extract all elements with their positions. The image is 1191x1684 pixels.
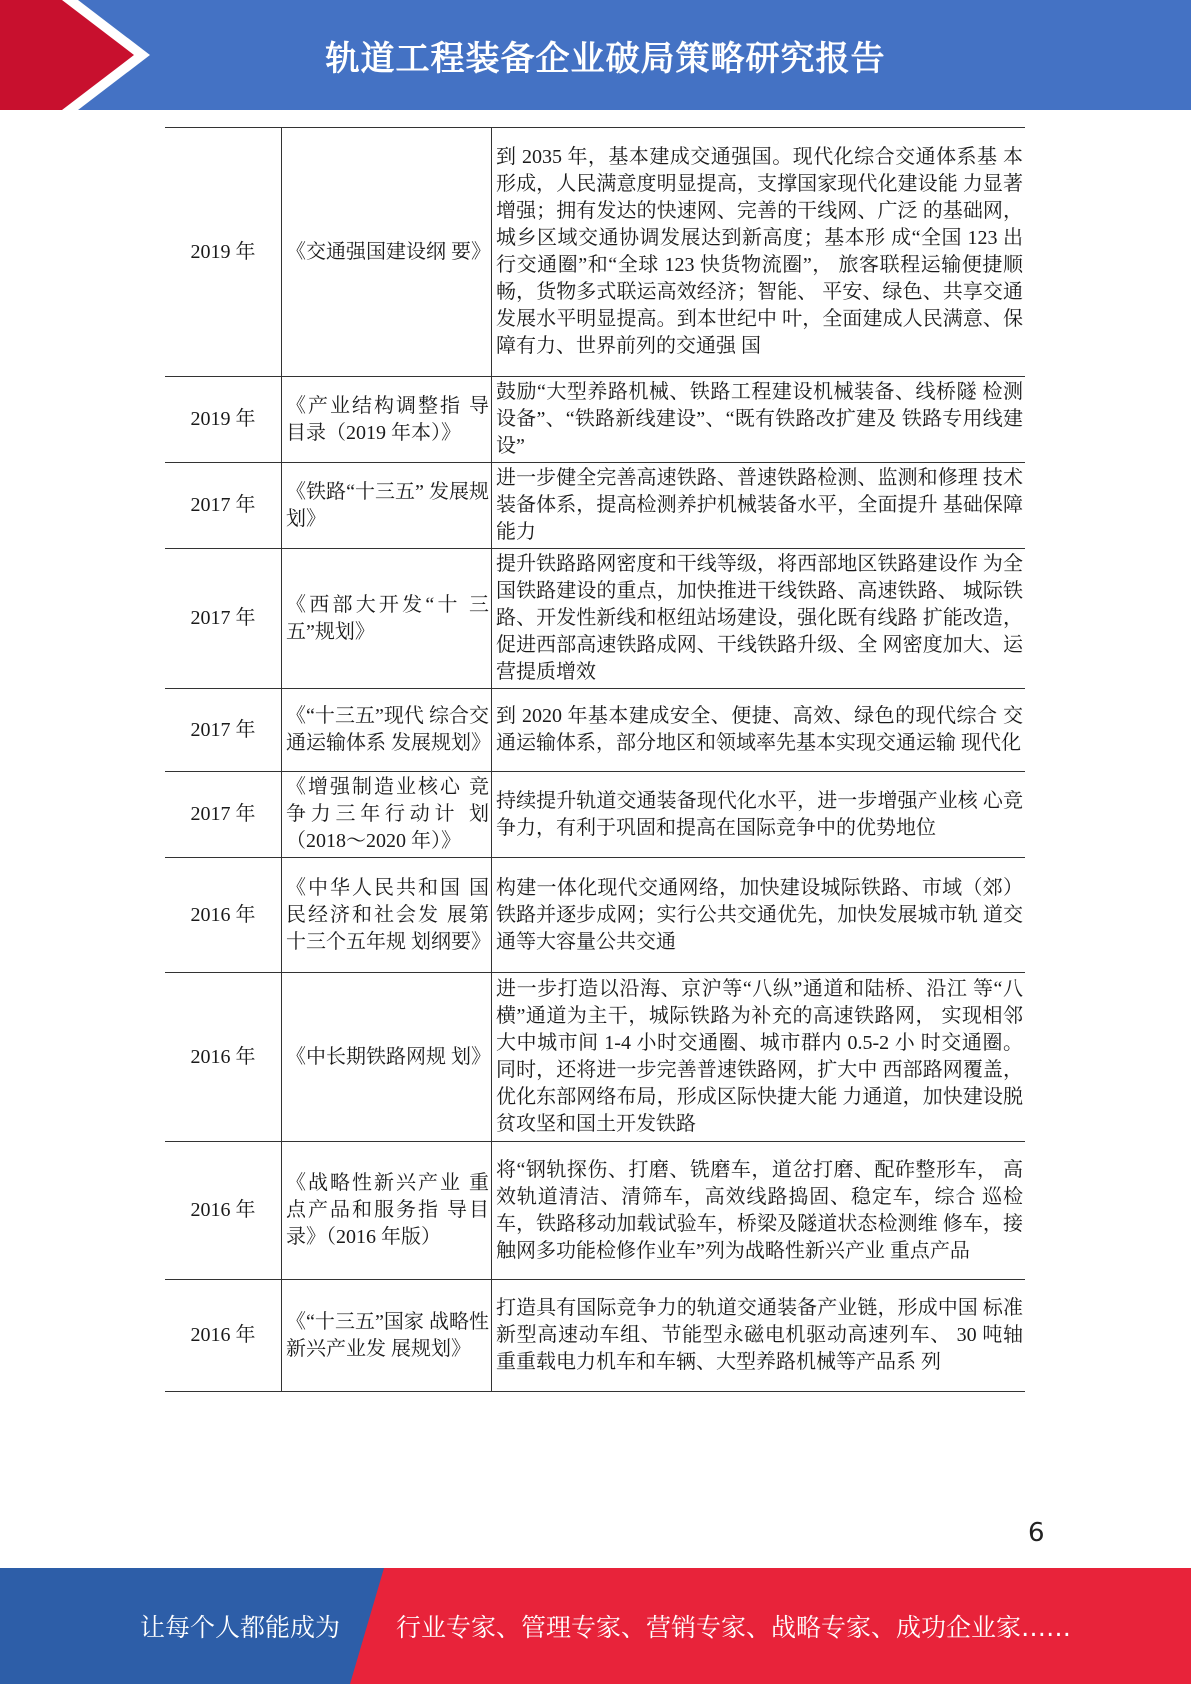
table-row [165,689,1025,772]
table-row [165,377,1025,463]
year-cell: 2017 年 [165,772,282,858]
footer-slogan-right: 行业专家、管理专家、营销专家、战略专家、成功企业家…… [396,1613,1072,1642]
table-row [165,549,1025,689]
table-row [165,858,1025,973]
year-cell: 2016 年 [165,1142,282,1280]
footer-slogan-left: 让每个人都能成为 [140,1613,341,1642]
year-cell: 2016 年 [165,973,282,1142]
year-cell: 2016 年 [165,858,282,973]
year-cell: 2017 年 [165,689,282,772]
description-cell: 进一步健全完善高速铁路、普速铁路检测、监测和修理 技术装备体系，提高检测养护机械装备水平，全面提升 基础保障能力 [492,463,1026,549]
page-number: 6 [1028,1518,1045,1548]
document-cell: 《中华人民共和国 国民经济和社会发 展第十三个五年规 划纲要》 [282,858,492,973]
report-title: 轨道工程装备企业破局策略研究报告 [325,38,886,79]
description-cell: 提升铁路路网密度和干线等级，将西部地区铁路建设作 为全国铁路建设的重点，加快推进干线铁路、高速铁路、 城际铁路、开发性新线和枢纽站场建设，强化既有线路 扩能改造，促进西部高速铁路成网、干线铁路升级、全 网密度加大、运营提质增效 [492,549,1026,689]
document-cell: 《“十三五”国家 战略性新兴产业发 展规划》 [282,1280,492,1392]
document-cell: 《战略性新兴产业 重点产品和服务指 导目录》（2016 年版） [282,1142,492,1280]
year-cell: 2016 年 [165,1280,282,1392]
table-row [165,1280,1025,1392]
table-row [165,1142,1025,1280]
description-cell: 构建一体化现代交通网络，加快建设城际铁路、市域（郊） 铁路并逐步成网；实行公共交通优先，加快发展城市轨 道交通等大容量公共交通 [492,858,1026,973]
table-row [165,463,1025,549]
description-cell: 将“钢轨探伤、打磨、铣磨车，道岔打磨、配砟整形车， 高效轨道清洁、清筛车，高效线路捣固、稳定车，综合 巡检车，铁路移动加载试验车，桥梁及隧道状态检测维 修车，接触网多功能检修作业车”列为战略性新兴产业 重点产品 [492,1142,1026,1280]
table-row [165,772,1025,858]
year-cell: 2019 年 [165,377,282,463]
year-cell: 2017 年 [165,463,282,549]
footer-bar [0,1568,1191,1684]
year-cell: 2017 年 [165,549,282,689]
description-cell: 鼓励“大型养路机械、铁路工程建设机械装备、线桥隧 检测设备”、“铁路新线建设”、“既有铁路改扩建及 铁路专用线建设” [492,377,1026,463]
description-cell: 进一步打造以沿海、京沪等“八纵”通道和陆桥、沿江 等“八横”通道为主干，城际铁路为补充的高速铁路网， 实现相邻大中城市间 1-4 小时交通圈、城市群内 0.5-2 小 时交通圈。同时，还将进一步完善普速铁路网，扩大中 西部路网覆盖，优化东部网络布局，形成区际快捷大能 力通道，加快建设脱贫攻坚和国土开发铁路 [492,973,1026,1142]
document-cell: 《增强制造业核心 竞争力三年行动计 划（2018～2020 年）》 [282,772,492,858]
description-cell: 到 2035 年，基本建成交通强国。现代化综合交通体系基 本形成，人民满意度明显提高，支撑国家现代化建设能 力显著增强；拥有发达的快速网、完善的干线网、广泛 的基础网，城乡区域交通协调发展达到新高度；基本形 成“全国 123 出行交通圈”和“全球 123 快货物流圈”， 旅客联程运输便捷顺畅，货物多式联运高效经济；智能、 平安、绿色、共享交通发展水平明显提高。到本世纪中 叶，全面建成人民满意、保障有力、世界前列的交通强 国 [492,128,1026,377]
description-cell: 到 2020 年基本建成安全、便捷、高效、绿色的现代综合 交通运输体系，部分地区和领域率先基本实现交通运输 现代化 [492,689,1026,772]
description-cell: 持续提升轨道交通装备现代化水平，进一步增强产业核 心竞争力，有利于巩固和提高在国际竞争中的优势地位 [492,772,1026,858]
document-cell: 《“十三五”现代 综合交通运输体系 发展规划》 [282,689,492,772]
table-row [165,973,1025,1142]
policy-table [165,127,1025,1392]
year-cell: 2019 年 [165,128,282,377]
document-cell: 《交通强国建设纲 要》 [282,128,492,377]
description-cell: 打造具有国际竞争力的轨道交通装备产业链，形成中国 标准新型高速动车组、节能型永磁电机驱动高速列车、 30 吨轴重重载电力机车和车辆、大型养路机械等产品系 列 [492,1280,1026,1392]
document-cell: 《产业结构调整指 导目录（2019 年本）》 [282,377,492,463]
document-cell: 《中长期铁路网规 划》 [282,973,492,1142]
header-bar [0,0,1191,110]
document-cell: 《西部大开发“十 三五”规划》 [282,549,492,689]
document-cell: 《铁路“十三五” 发展规划》 [282,463,492,549]
header-chevron-decoration [0,0,160,110]
table-row [165,128,1025,377]
